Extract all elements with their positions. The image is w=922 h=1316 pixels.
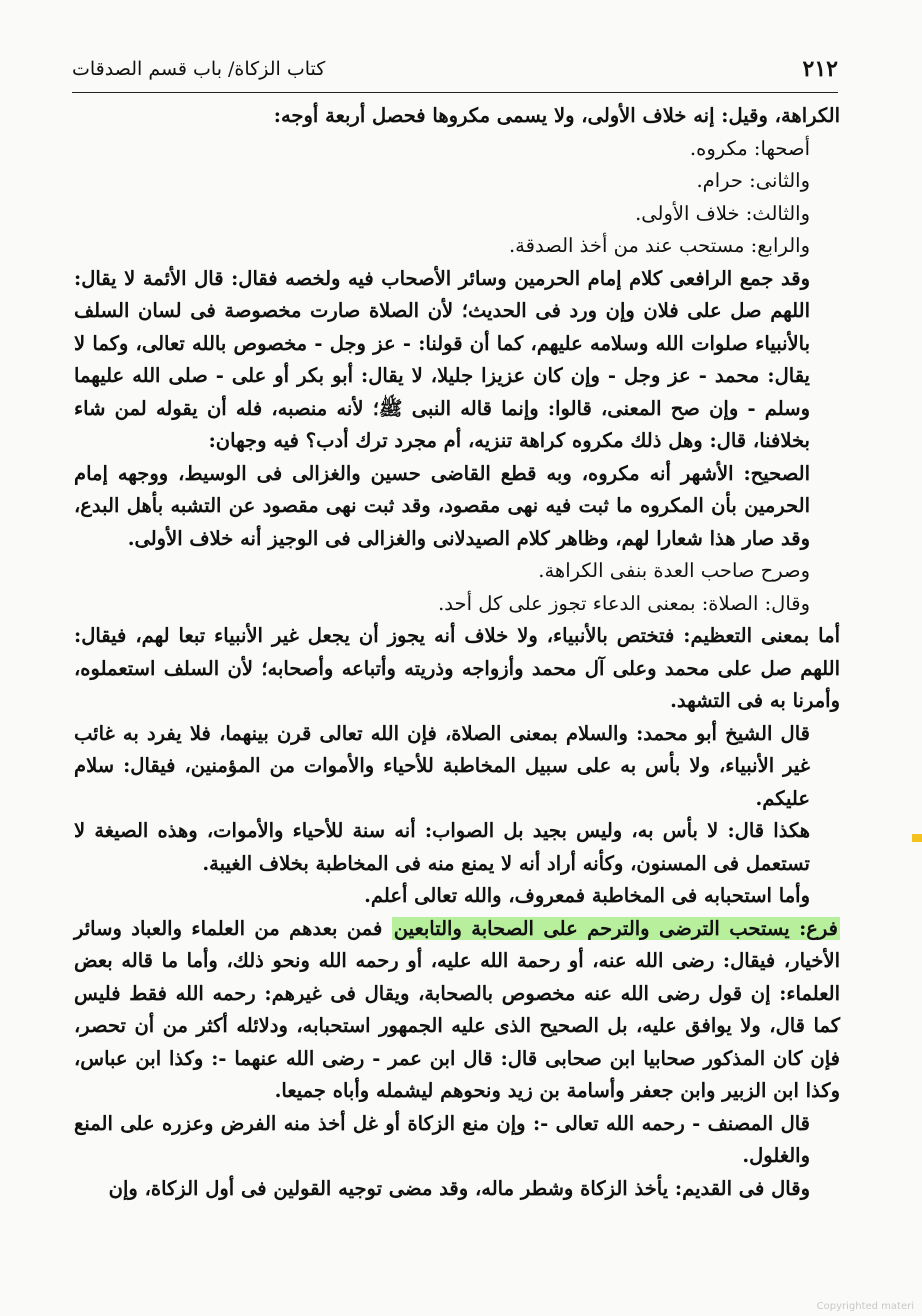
paragraph: قال الشيخ أبو محمد: والسلام بمعنى الصلاة، فإن الله تعالى قرن بينهما، فلا يفرد به غائب غير الأنبياء، ولا بأس به على سبيل المخاطبة للأحياء والأموات من المؤمنين، فيقال: سلام عليكم. [74,721,810,810]
book-chapter-title: كتاب الزكاة/ باب قسم الصدقات [72,58,326,80]
highlighted-paragraph-rest: فمن بعدهم من العلماء والعباد وسائر الأخيار، فيقال: رضى الله عنه، أو رحمة الله عليه، أو رحمه الله ونحو ذلك، وأما ما قاله بعض العلماء: إن قول رضى الله عنه مخصوص بالصحابة، ويقال فى غيرهم: رحمه الله فقط فليس كما قال، ولا يوافق عليه، بل الصحيح الذى عليه الجمهور استحبابه، ودلائله أكثر من أن تحصر، فإن كان المذكور صحابيا ابن صحابى قال: قال ابن عمر - رضى الله عنهما -: وكذا ابن عباس، وكذا ابن الزبير وابن جعفر وأسامة بن زيد ونحوهم ليشمله وأباه جميعا. [74,916,840,1102]
paragraph: وصرح صاحب العدة بنفى الكراهة. [538,559,810,582]
paragraph: وقد جمع الرافعى كلام إمام الحرمين وسائر الأصحاب فيه ولخصه فقال: قال الأئمة لا يقال: اللهم صل على فلان وإن ورد فى الحديث؛ لأن الصلاة صارت مخصوصة فى لسان السلف بالأنبياء صلوات الله وسلامه عليهم، كما أن قولنا: - عز وجل - مخصوص بالله تعالى، وكما لا يقال: محمد - عز وجل - وإن كان عزيزا جليلا، لا يقال: أبو بكر أو على - صلى الله عليهما وسلم - وإن صح المعنى، قالوا: وإنما قاله النبى ﷺ؛ لأنه منصبه، فله أن يقوله لمن شاء بخلافنا، قال: وهل ذلك مكروه كراهة تنزيه، أم مجرد ترك أدب؟ فيه وجهان: [74,266,810,452]
highlighted-text: فرع: يستحب الترضى والترحم على الصحابة والتابعين [393,916,838,940]
page-body [74,100,840,1205]
highlighted-paragraph [74,913,840,1108]
page-number: ٢١٢ [802,56,838,82]
paragraph: والثانى: حرام. [696,169,810,192]
copyright-watermark: Copyrighted materi [816,1301,914,1312]
paragraph: والثالث: خلاف الأولى. [635,201,810,225]
paragraph: قال المصنف - رحمه الله تعالى -: وإن منع الزكاة أو غل أخذ منه الفرض وعزره على المنع والغلول. [74,1111,810,1167]
paragraph: هكذا قال: لا بأس به، وليس بجيد بل الصواب: أنه سنة للأحياء والأموات، وهذه الصيغة لا تستعمل فى المسنون، وكأنه أراد أنه لا يمنع منه فى المخاطبة بخلاف الغيبة. [74,819,810,875]
running-header [72,52,838,93]
paragraph: وقال فى القديم: يأخذ الزكاة وشطر ماله، وقد مضى توجيه القولين فى أول الزكاة، وإن [108,1176,810,1200]
paragraph: وأما استحبابه فى المخاطبة فمعروف، والله تعالى أعلم. [364,884,810,907]
paragraph: الصحيح: الأشهر أنه مكروه، وبه قطع القاضى حسين والغزالى فى الوسيط، ووجهه إمام الحرمين بأن المكروه ما ثبت فيه نهى مقصود، وقد ثبت نهى مقصود عن التشبه بأهل البدع، وقد صار هذا شعارا لهم، وظاهر كلام الصيدلانى والغزالى فى الوجيز أنه خلاف الأولى. [74,461,810,550]
paragraph: الكراهة، وقيل: إنه خلاف الأولى، ولا يسمى مكروها فحصل أربعة أوجه: [273,104,840,127]
page-edge-marker [912,834,922,842]
paragraph: والرابع: مستحب عند من أخذ الصدقة. [508,234,810,257]
paragraph: أما بمعنى التعظيم: فتختص بالأنبياء، ولا خلاف أنه يجوز أن يجعل غير الأنبياء تبعا لهم، فيقال: اللهم صل على محمد وعلى آل محمد وأزواجه وذريته وأتباعه وأصحابه؛ لأن السلف استعملوه، وأمرنا به فى التشهد. [74,624,840,712]
paragraph: أصحها: مكروه. [689,136,810,160]
paragraph: وقال: الصلاة: بمعنى الدعاء تجوز على كل أحد. [438,591,810,615]
